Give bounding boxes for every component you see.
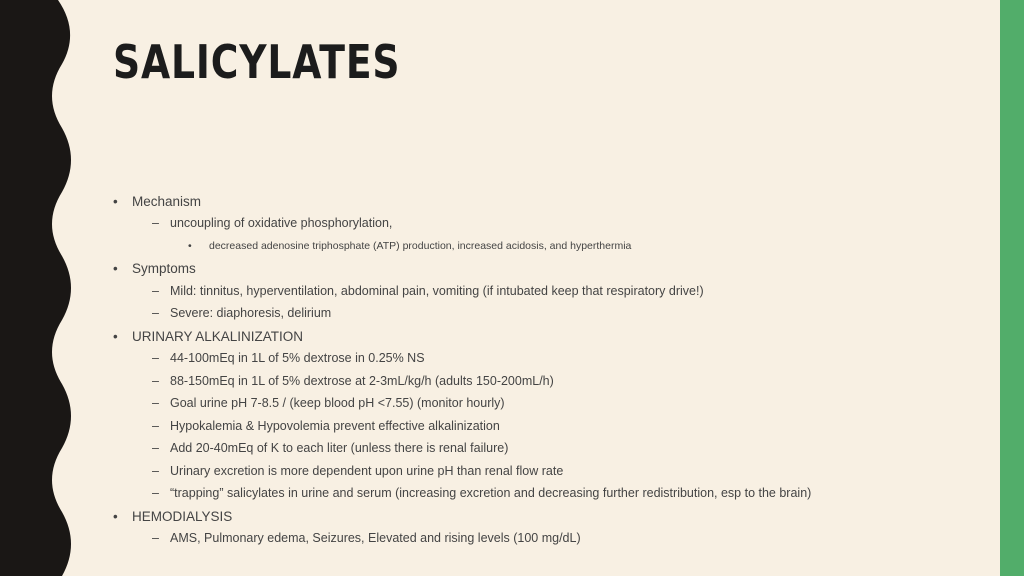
level2-marker-icon: – [152,486,159,500]
level1-marker-icon: • [113,329,118,344]
outline-item-level2: Add 20-40mEq of K to each liter (unless there is renal failure) [170,441,509,455]
level3-marker-icon: • [188,240,192,252]
outline-item-level2: Severe: diaphoresis, delirium [170,306,332,320]
outline-item-level1: Symptoms [132,261,196,276]
level2-marker-icon: – [152,531,159,545]
wavy-left-border [0,0,80,576]
level2-marker-icon: – [152,284,159,298]
outline-item-level1: Mechanism [132,194,202,209]
green-accent-bar [1000,0,1024,576]
level1-marker-icon: • [113,194,118,209]
level1-marker-icon: • [113,261,118,276]
outline-item-level1: URINARY ALKALINIZATION [132,329,304,344]
outline-item-level2: uncoupling of oxidative phosphorylation, [170,216,393,230]
outline-item-level2: Goal urine pH 7-8.5 / (keep blood pH <7.55) (monitor hourly) [170,396,505,410]
outline-item-level2: 88-150mEq in 1L of 5% dextrose at 2-3mL/kg/h (adults 150-200mL/h) [170,374,554,388]
outline-item-level2: Hypokalemia & Hypovolemia prevent effective alkalinization [170,419,500,433]
outline-item-level2: Mild: tinnitus, hyperventilation, abdominal pain, vomiting (if intubated keep that respiratory drive!) [170,284,704,298]
slide-title: SALICYLATES [113,35,401,89]
level2-marker-icon: – [152,216,159,230]
outline-item-level2: AMS, Pulmonary edema, Seizures, Elevated and rising levels (100 mg/dL) [170,531,581,545]
outline-item-level2: 44-100mEq in 1L of 5% dextrose in 0.25% NS [170,351,425,365]
outline-item-level2: “trapping” salicylates in urine and serum (increasing excretion and decreasing further redistribution, esp to the brain) [170,486,812,500]
level2-marker-icon: – [152,306,159,320]
level2-marker-icon: – [152,396,159,410]
level2-marker-icon: – [152,441,159,455]
level1-marker-icon: • [113,509,118,524]
outline-item-level1: HEMODIALYSIS [132,509,233,524]
level2-marker-icon: – [152,464,159,478]
level2-marker-icon: – [152,351,159,365]
level2-marker-icon: – [152,374,159,388]
outline-item-level2: Urinary excretion is more dependent upon urine pH than renal flow rate [170,464,564,478]
outline-item-level3: decreased adenosine triphosphate (ATP) production, increased acidosis, and hyperthermia [209,240,632,252]
level2-marker-icon: – [152,419,159,433]
